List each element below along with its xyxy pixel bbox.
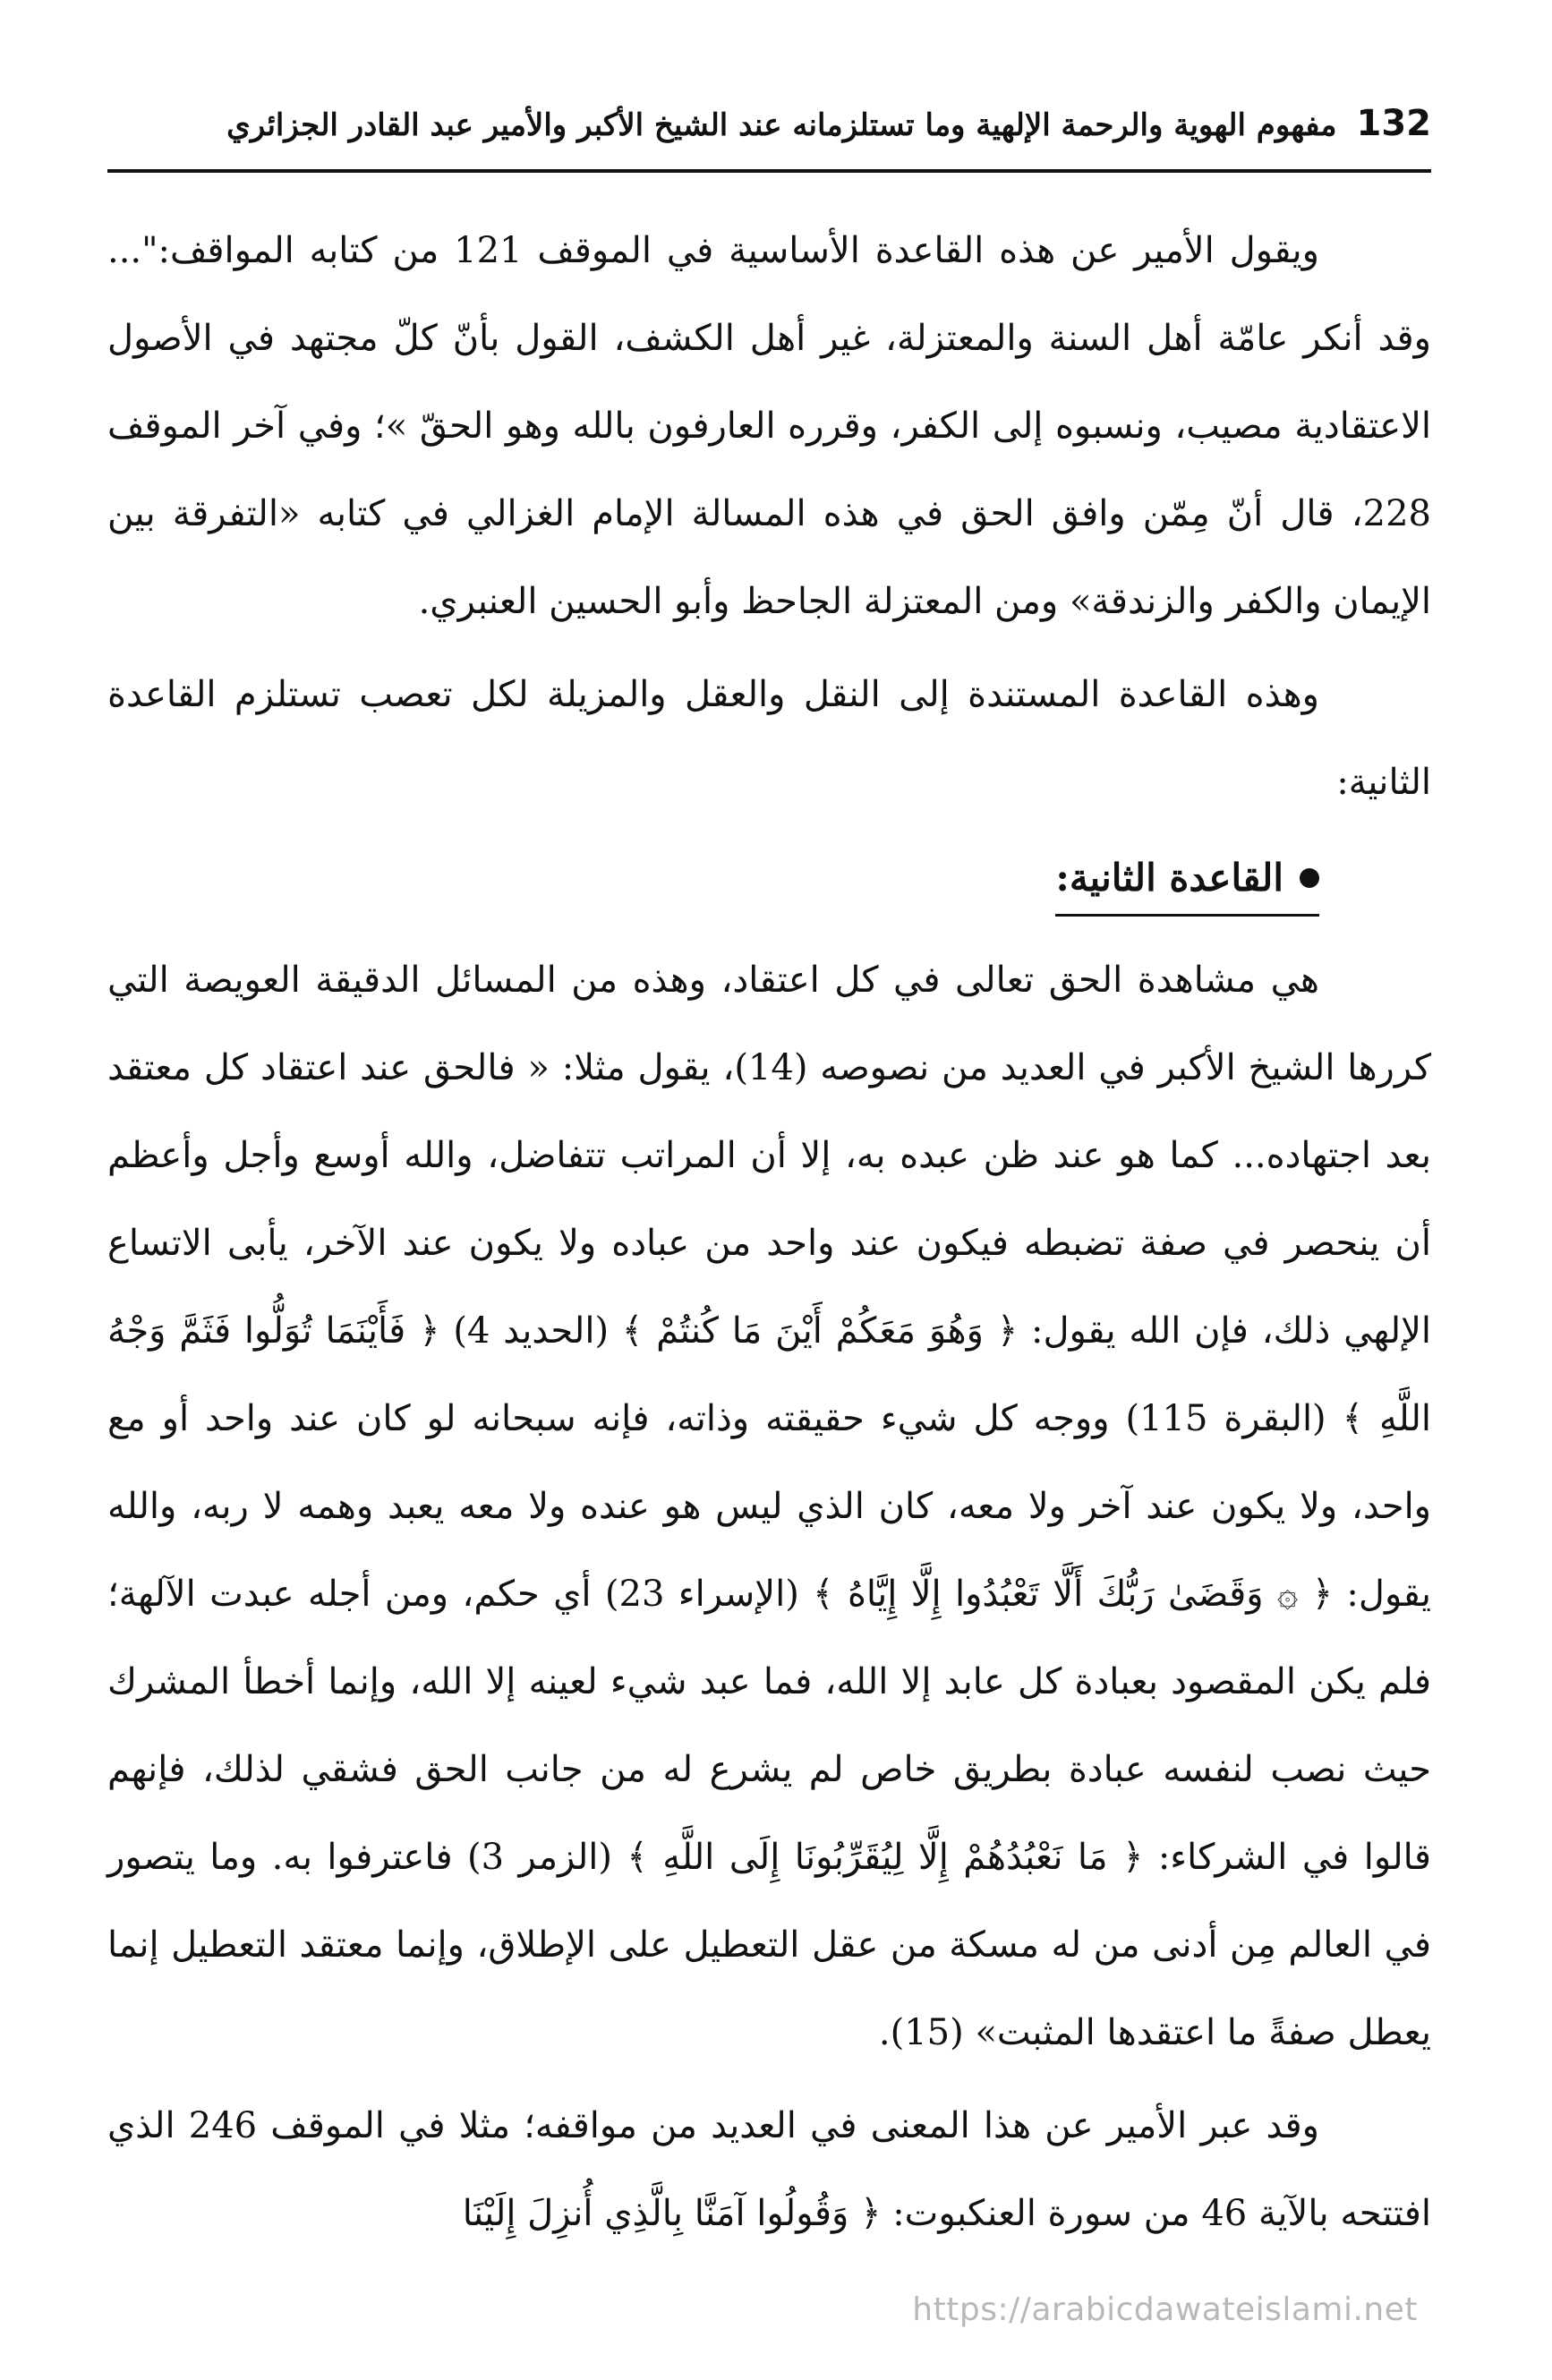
section-heading [1055, 844, 1319, 917]
paragraph-2: وهذه القاعدة المستندة إلى النقل والعقل والمزيلة لكل تعصب تستلزم القاعدة الثانية: [107, 674, 1431, 803]
header-divider [107, 169, 1431, 173]
running-title: مفهوم الهوية والرحمة الإلهية وما تستلزمانه عند الشيخ الأكبر والأمير عبد القادر الجزائري [226, 107, 1337, 143]
paragraph-1: ويقول الأمير عن هذه القاعدة الأساسية في الموقف 121 من كتابه المواقف:"... وقد أنكر عامّة أهل السنة والمعتزلة، غير أهل الكشف، القول بأنّ كلّ مجتهد في الأصول الاعتقادية مصيب، ونسبوه إلى الكفر، وقرره العارفون بالله وهو الحقّ »؛ وفي آخر الموقف 228، قال أنّ مِمّن وافق الحق في هذه المسالة الإمام الغزالي في كتابه «التفرقة بين الإيمان والكفر والزندقة» ومن المعتزلة الجاحظ وأبو الحسين العنبري. [107, 230, 1431, 622]
bullet-icon [1300, 868, 1319, 888]
section-heading-text: القاعدة الثانية: [1055, 856, 1283, 900]
section-heading-wrapper [107, 826, 1431, 936]
paragraph-4: وقد عبر الأمير عن هذا المعنى في العديد من مواقفه؛ مثلا في الموقف 246 الذي افتتحه بالآية 46 من سورة العنكبوت: ﴿ وَقُولُوا آمَنَّا بِالَّذِي أُنزِلَ إِلَيْنَا [107, 2105, 1431, 2234]
page-number: 132 [1356, 103, 1431, 144]
paragraph-3: هي مشاهدة الحق تعالى في كل اعتقاد، وهذه من المسائل الدقيقة العويصة التي كررها الشيخ الأكبر في العديد من نصوصه (14)، يقول مثلا: « فالحق عند اعتقاد كل معتقد بعد اجتهاده... كما هو عند ظن عبده به، إلا أن المراتب تتفاضل، والله أوسع وأجل وأعظم أن ينحصر في صفة تضبطه فيكون عند واحد من عباده ولا يكون عند الآخر، يأبى الاتساع الإلهي ذلك، فإن الله يقول: ﴿ وَهُوَ مَعَكُمْ أَيْنَ مَا كُنتُمْ ﴾ (الحديد 4) ﴿ فَأَيْنَمَا تُوَلُّوا فَثَمَّ وَجْهُ اللَّهِ ﴾ (البقرة 115) ووجه كل شيء حقيقته وذاته، فإنه سبحانه لو كان عند واحد أو مع واحد، ولا يكون عند آخر ولا معه، كان الذي ليس هو عنده ولا معه يعبد وهمه لا ربه، والله يقول: ﴿ ۞ وَقَضَىٰ رَبُّكَ أَلَّا تَعْبُدُوا إِلَّا إِيَّاهُ ﴾ (الإسراء 23) أي حكم، ومن أجله عبدت الآلهة؛ فلم يكن المقصود بعبادة كل عابد إلا الله، فما عبد شيء لعينه إلا الله، وإنما أخطأ المشرك حيث نصب لنفسه عبادة بطريق خاص لم يشرع له من جانب الحق فشقي لذلك، فإنهم قالوا في الشركاء: ﴿ مَا نَعْبُدُهُمْ إِلَّا لِيُقَرِّبُونَا إِلَى اللَّهِ ﴾ (الزمر 3) فاعترفوا به. وما يتصور في العالم مِن أدنى من له مسكة من عقل التعطيل على الإطلاق، وإنما معتقد التعطيل إنما يعطل صفةً ما اعتقدها المثبت» (15). [107, 960, 1432, 2053]
running-header [107, 94, 1431, 153]
watermark-url: https://arabicdawateislami.net [912, 2291, 1418, 2328]
